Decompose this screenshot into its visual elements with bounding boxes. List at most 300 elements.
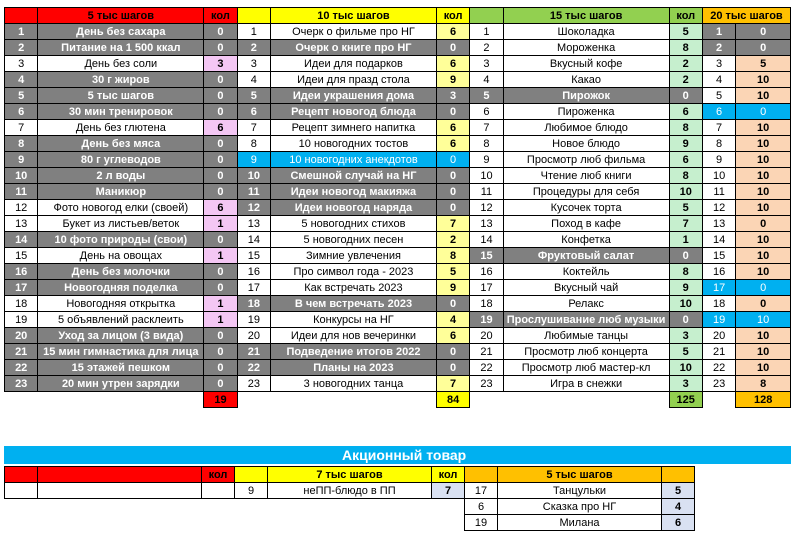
task-15k: Просмотр люб концерта: [503, 344, 669, 360]
row-number: 21: [470, 344, 503, 360]
task-5k: 15 мин гимнастика для лица: [38, 344, 204, 360]
row-number: 18: [5, 296, 38, 312]
row-number: 18: [702, 296, 735, 312]
row-number: 7: [5, 120, 38, 136]
promo-blank: [5, 499, 38, 515]
task-15k: Новое блюдо: [503, 136, 669, 152]
count-10k: 0: [436, 184, 469, 200]
row-number: 3: [237, 56, 270, 72]
count-15k: 0: [669, 88, 702, 104]
task-5k: 30 мин тренировок: [38, 104, 204, 120]
task-5k: 20 мин утрен зарядки: [38, 376, 204, 392]
count-20k: 10: [736, 88, 791, 104]
task-10k: Про символ года - 2023: [271, 264, 437, 280]
task-5k: Маникюр: [38, 184, 204, 200]
task-10k: Идеи для нов вечеринки: [271, 328, 437, 344]
row-number: 15: [702, 248, 735, 264]
promo-hdr-empty-2: [38, 467, 202, 483]
row-number: 6: [237, 104, 270, 120]
row-number: 7: [702, 120, 735, 136]
task-5k: День без соли: [38, 56, 204, 72]
task-10k: Идеи для подарков: [271, 56, 437, 72]
promo-hdr-empty-1: [5, 467, 38, 483]
row-number: 23: [702, 376, 735, 392]
row-number: 14: [702, 232, 735, 248]
count-5k: 0: [204, 136, 237, 152]
task-5k: Новогодняя открытка: [38, 296, 204, 312]
count-20k: 0: [736, 40, 791, 56]
promo-name: неПП-блюдо в ПП: [268, 483, 432, 499]
row-number: 13: [237, 216, 270, 232]
count-5k: 0: [204, 40, 237, 56]
count-5k: 1: [204, 296, 237, 312]
count-20k: 0: [736, 24, 791, 40]
promo-blank: [5, 515, 38, 531]
promo-name: Танцульки: [498, 483, 662, 499]
task-5k: День без молочки: [38, 264, 204, 280]
total-spacer: [38, 392, 204, 408]
task-10k: 10 новогодних анекдотов: [271, 152, 437, 168]
task-5k: 30 г жиров: [38, 72, 204, 88]
row-number: 10: [702, 168, 735, 184]
task-15k: Коктейль: [503, 264, 669, 280]
row-number: 20: [5, 328, 38, 344]
task-5k: 10 фото природы (свои): [38, 232, 204, 248]
hdr-count-15k: кол: [669, 8, 702, 24]
hdr-empty: [237, 8, 270, 24]
count-20k: 10: [736, 344, 791, 360]
row-number: 12: [237, 200, 270, 216]
count-20k: 10: [736, 312, 791, 328]
hdr-15k: 15 тыс шагов: [503, 8, 669, 24]
row-number: 7: [470, 120, 503, 136]
row-number: 5: [702, 88, 735, 104]
task-15k: Прослушивание люб музыки: [503, 312, 669, 328]
task-10k: 3 новогодних танца: [271, 376, 437, 392]
row-number: 21: [237, 344, 270, 360]
task-15k: Какао: [503, 72, 669, 88]
row-number: 15: [470, 248, 503, 264]
count-5k: 6: [204, 200, 237, 216]
row-number: 11: [237, 184, 270, 200]
row-number: 2: [5, 40, 38, 56]
row-number: 5: [470, 88, 503, 104]
count-20k: 10: [736, 264, 791, 280]
row-number: 19: [237, 312, 270, 328]
count-10k: 6: [436, 120, 469, 136]
promo-hdr-empty-5: [662, 467, 695, 483]
count-10k: 7: [436, 216, 469, 232]
count-20k: 0: [736, 104, 791, 120]
count-20k: 0: [736, 216, 791, 232]
count-10k: 0: [436, 40, 469, 56]
total-spacer: [271, 392, 437, 408]
task-10k: Очерк о фильме про НГ: [271, 24, 437, 40]
row-number: 16: [5, 264, 38, 280]
row-number: 21: [5, 344, 38, 360]
task-15k: Процедуры для себя: [503, 184, 669, 200]
promo-num: 6: [465, 499, 498, 515]
total-5k: 19: [204, 392, 237, 408]
task-5k: День без глютена: [38, 120, 204, 136]
row-number: 1: [702, 24, 735, 40]
promo-hdr-count-1: кол: [202, 467, 235, 483]
row-number: 12: [702, 200, 735, 216]
promo-hdr-5k: 5 тыс шагов: [498, 467, 662, 483]
count-20k: 5: [736, 56, 791, 72]
promo-num: 9: [235, 483, 268, 499]
promo-blank: [202, 515, 235, 531]
count-10k: 8: [436, 248, 469, 264]
row-number: 10: [5, 168, 38, 184]
row-number: 23: [470, 376, 503, 392]
count-15k: 3: [669, 328, 702, 344]
promo-blank: [235, 515, 268, 531]
row-number: 6: [470, 104, 503, 120]
task-10k: 5 новогодних стихов: [271, 216, 437, 232]
row-number: 8: [237, 136, 270, 152]
task-5k: Фото новогод елки (своей): [38, 200, 204, 216]
promo-hdr-count-2: кол: [432, 467, 465, 483]
count-5k: 0: [204, 232, 237, 248]
task-5k: 2 л воды: [38, 168, 204, 184]
row-number: 1: [5, 24, 38, 40]
count-10k: 7: [436, 376, 469, 392]
count-20k: 10: [736, 328, 791, 344]
row-number: 19: [702, 312, 735, 328]
count-15k: 1: [669, 232, 702, 248]
hdr-count-5k: кол: [204, 8, 237, 24]
count-10k: 2: [436, 232, 469, 248]
promo-blank: [432, 499, 465, 515]
row-number: 13: [5, 216, 38, 232]
row-number: 22: [702, 360, 735, 376]
count-20k: 10: [736, 168, 791, 184]
count-5k: 6: [204, 120, 237, 136]
row-number: 22: [237, 360, 270, 376]
task-15k: Вкусный кофе: [503, 56, 669, 72]
count-15k: 8: [669, 264, 702, 280]
promo-table: [4, 466, 695, 531]
hdr-count-10k: кол: [436, 8, 469, 24]
task-15k: Пироженка: [503, 104, 669, 120]
task-15k: Шоколадка: [503, 24, 669, 40]
task-5k: 80 г углеводов: [38, 152, 204, 168]
count-20k: 10: [736, 120, 791, 136]
row-number: 13: [702, 216, 735, 232]
row-number: 20: [470, 328, 503, 344]
task-10k: Зимние увлечения: [271, 248, 437, 264]
promo-blank: [38, 499, 202, 515]
count-15k: 3: [669, 376, 702, 392]
row-number: 1: [237, 24, 270, 40]
count-10k: 0: [436, 360, 469, 376]
count-15k: 6: [669, 152, 702, 168]
row-number: 14: [237, 232, 270, 248]
count-20k: 10: [736, 152, 791, 168]
hdr-5k: 5 тыс шагов: [38, 8, 204, 24]
count-5k: 0: [204, 376, 237, 392]
task-15k: Релакс: [503, 296, 669, 312]
count-15k: 10: [669, 296, 702, 312]
total-spacer: [5, 392, 38, 408]
count-15k: 9: [669, 280, 702, 296]
task-10k: Подведение итогов 2022: [271, 344, 437, 360]
task-5k: Уход за лицом (3 вида): [38, 328, 204, 344]
count-15k: 10: [669, 360, 702, 376]
count-10k: 5: [436, 264, 469, 280]
row-number: 5: [5, 88, 38, 104]
promo-blank: [268, 499, 432, 515]
count-10k: 6: [436, 24, 469, 40]
count-15k: 5: [669, 200, 702, 216]
row-number: 8: [470, 136, 503, 152]
promo-cell: [202, 483, 235, 499]
row-number: 2: [237, 40, 270, 56]
total-spacer: [702, 392, 735, 408]
row-number: 22: [470, 360, 503, 376]
row-number: 1: [470, 24, 503, 40]
row-number: 4: [237, 72, 270, 88]
count-10k: 0: [436, 104, 469, 120]
total-15k: 125: [669, 392, 702, 408]
total-spacer: [503, 392, 669, 408]
task-10k: В чем встречать 2023: [271, 296, 437, 312]
promo-cell: [38, 483, 202, 499]
count-10k: 9: [436, 280, 469, 296]
row-number: 8: [702, 136, 735, 152]
promo-value: 5: [662, 483, 695, 499]
count-5k: 0: [204, 344, 237, 360]
task-10k: 10 новогодних тостов: [271, 136, 437, 152]
count-20k: 10: [736, 72, 791, 88]
count-10k: 0: [436, 200, 469, 216]
task-10k: Идеи новогод наряда: [271, 200, 437, 216]
row-number: 4: [702, 72, 735, 88]
row-number: 14: [470, 232, 503, 248]
row-number: 23: [5, 376, 38, 392]
total-spacer: [470, 392, 503, 408]
task-5k: 15 этажей пешком: [38, 360, 204, 376]
task-5k: Новогодняя поделка: [38, 280, 204, 296]
count-15k: 9: [669, 136, 702, 152]
promo-banner: Акционный товар: [4, 446, 791, 464]
count-20k: 8: [736, 376, 791, 392]
count-10k: 6: [436, 56, 469, 72]
row-number: 3: [5, 56, 38, 72]
count-5k: 0: [204, 264, 237, 280]
task-15k: Просмотр люб мастер-кл: [503, 360, 669, 376]
task-10k: Рецепт новогод блюда: [271, 104, 437, 120]
task-15k: Любимые танцы: [503, 328, 669, 344]
count-10k: 6: [436, 136, 469, 152]
promo-value: 6: [662, 515, 695, 531]
promo-blank: [38, 515, 202, 531]
count-15k: 2: [669, 56, 702, 72]
count-15k: 2: [669, 72, 702, 88]
row-number: 9: [5, 152, 38, 168]
count-5k: 0: [204, 24, 237, 40]
promo-value: 4: [662, 499, 695, 515]
count-5k: 0: [204, 280, 237, 296]
row-number: 18: [470, 296, 503, 312]
count-10k: 0: [436, 168, 469, 184]
task-15k: Любимое блюдо: [503, 120, 669, 136]
row-number: 20: [237, 328, 270, 344]
row-number: 2: [702, 40, 735, 56]
row-number: 17: [237, 280, 270, 296]
count-15k: 8: [669, 168, 702, 184]
count-15k: 0: [669, 312, 702, 328]
row-number: 15: [5, 248, 38, 264]
task-10k: Как встречать 2023: [271, 280, 437, 296]
count-20k: 0: [736, 296, 791, 312]
row-number: 9: [702, 152, 735, 168]
task-15k: Вкусный чай: [503, 280, 669, 296]
count-15k: 8: [669, 120, 702, 136]
row-number: 19: [5, 312, 38, 328]
task-5k: День без сахара: [38, 24, 204, 40]
row-number: 16: [470, 264, 503, 280]
task-15k: Пирожок: [503, 88, 669, 104]
row-number: 9: [237, 152, 270, 168]
count-20k: 10: [736, 136, 791, 152]
count-20k: 10: [736, 200, 791, 216]
row-number: 16: [237, 264, 270, 280]
count-20k: 0: [736, 280, 791, 296]
row-number: 11: [5, 184, 38, 200]
count-5k: 1: [204, 312, 237, 328]
task-5k: День на овощах: [38, 248, 204, 264]
count-5k: 0: [204, 152, 237, 168]
row-number: 5: [237, 88, 270, 104]
count-20k: 10: [736, 184, 791, 200]
promo-hdr-empty-3: [235, 467, 268, 483]
row-number: 4: [5, 72, 38, 88]
count-5k: 0: [204, 88, 237, 104]
task-10k: 5 новогодних песен: [271, 232, 437, 248]
row-number: 17: [5, 280, 38, 296]
promo-blank: [202, 499, 235, 515]
row-number: 17: [702, 280, 735, 296]
row-number: 13: [470, 216, 503, 232]
task-15k: Мороженка: [503, 40, 669, 56]
count-15k: 5: [669, 24, 702, 40]
row-number: 9: [470, 152, 503, 168]
count-5k: 1: [204, 216, 237, 232]
task-10k: Планы на 2023: [271, 360, 437, 376]
hdr-20k: 20 тыс шагов: [702, 8, 790, 24]
count-10k: 4: [436, 312, 469, 328]
count-15k: 10: [669, 184, 702, 200]
count-15k: 6: [669, 104, 702, 120]
task-5k: Питание на 1 500 ккал: [38, 40, 204, 56]
promo-value: 7: [432, 483, 465, 499]
promo-num: 19: [465, 515, 498, 531]
task-10k: Идеи новогод макияжа: [271, 184, 437, 200]
row-number: 2: [470, 40, 503, 56]
row-number: 10: [237, 168, 270, 184]
promo-name: Сказка про НГ: [498, 499, 662, 515]
row-number: 17: [470, 280, 503, 296]
count-20k: 10: [736, 248, 791, 264]
row-number: 15: [237, 248, 270, 264]
count-15k: 8: [669, 40, 702, 56]
task-5k: 5 объявлений расклеить: [38, 312, 204, 328]
count-15k: 5: [669, 344, 702, 360]
hdr-10k: 10 тыс шагов: [271, 8, 437, 24]
total-10k: 84: [436, 392, 469, 408]
task-15k: Чтение люб книги: [503, 168, 669, 184]
hdr-empty: [5, 8, 38, 24]
count-5k: 0: [204, 184, 237, 200]
row-number: 6: [702, 104, 735, 120]
task-15k: Поход в кафе: [503, 216, 669, 232]
row-number: 4: [470, 72, 503, 88]
row-number: 12: [5, 200, 38, 216]
row-number: 3: [702, 56, 735, 72]
promo-blank: [235, 499, 268, 515]
total-20k: 128: [736, 392, 791, 408]
row-number: 18: [237, 296, 270, 312]
row-number: 16: [702, 264, 735, 280]
count-5k: 0: [204, 72, 237, 88]
task-15k: Игра в снежки: [503, 376, 669, 392]
count-5k: 3: [204, 56, 237, 72]
task-5k: Букет из листьев/веток: [38, 216, 204, 232]
row-number: 19: [470, 312, 503, 328]
count-20k: 10: [736, 232, 791, 248]
row-number: 3: [470, 56, 503, 72]
count-10k: 0: [436, 344, 469, 360]
task-15k: Кусочек торта: [503, 200, 669, 216]
count-15k: 0: [669, 248, 702, 264]
task-15k: Конфетка: [503, 232, 669, 248]
task-10k: Смешной случай на НГ: [271, 168, 437, 184]
task-10k: Идеи украшения дома: [271, 88, 437, 104]
total-spacer: [237, 392, 270, 408]
challenge-table: [4, 7, 791, 408]
count-5k: 0: [204, 360, 237, 376]
row-number: 10: [470, 168, 503, 184]
count-10k: 6: [436, 328, 469, 344]
promo-hdr-empty-4: [465, 467, 498, 483]
row-number: 11: [702, 184, 735, 200]
row-number: 11: [470, 184, 503, 200]
count-5k: 0: [204, 104, 237, 120]
count-15k: 7: [669, 216, 702, 232]
count-10k: 0: [436, 152, 469, 168]
task-10k: Очерк о книге про НГ: [271, 40, 437, 56]
promo-name: Милана: [498, 515, 662, 531]
task-10k: Идеи для празд стола: [271, 72, 437, 88]
row-number: 22: [5, 360, 38, 376]
promo-cell: [5, 483, 38, 499]
row-number: 21: [702, 344, 735, 360]
task-5k: День без мяса: [38, 136, 204, 152]
count-5k: 0: [204, 328, 237, 344]
promo-num: 17: [465, 483, 498, 499]
promo-blank: [432, 515, 465, 531]
task-15k: Просмотр люб фильма: [503, 152, 669, 168]
row-number: 14: [5, 232, 38, 248]
task-10k: Конкурсы на НГ: [271, 312, 437, 328]
promo-hdr-7k: 7 тыс шагов: [268, 467, 432, 483]
count-10k: 3: [436, 88, 469, 104]
count-10k: 0: [436, 296, 469, 312]
count-20k: 10: [736, 360, 791, 376]
task-15k: Фруктовый салат: [503, 248, 669, 264]
